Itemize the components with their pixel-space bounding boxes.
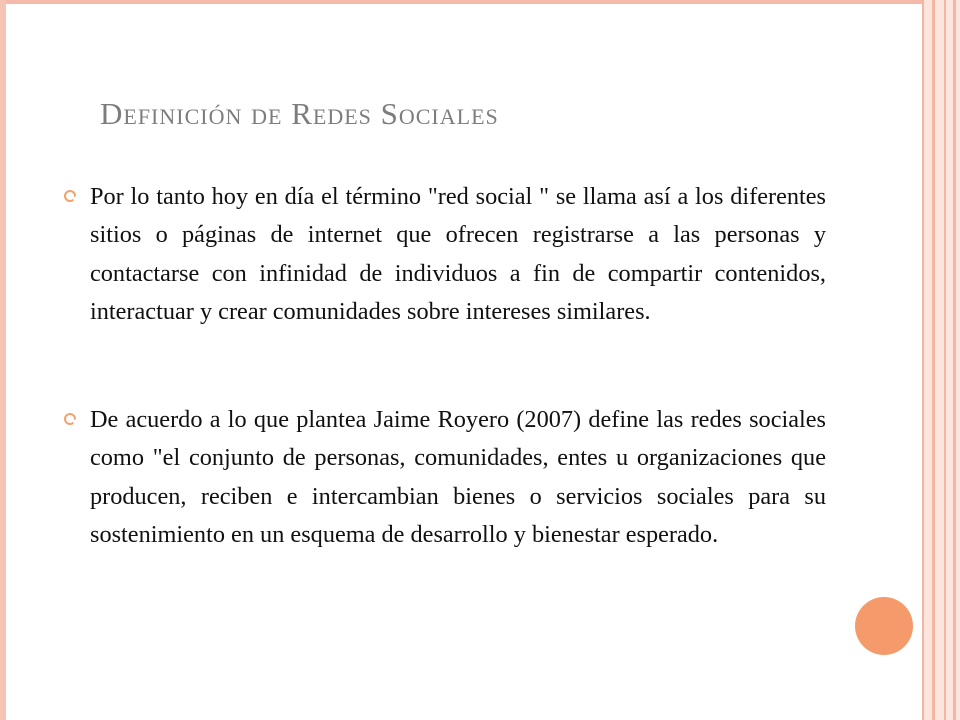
top-border — [0, 0, 960, 4]
right-band-stripe — [953, 0, 956, 720]
bullet-item — [64, 401, 826, 554]
bullet-list — [64, 178, 826, 554]
accent-circle — [855, 597, 913, 655]
slide-title: Definición de Redes Sociales — [100, 96, 499, 131]
bullet-text: De acuerdo a lo que plantea Jaime Royero (2007) define las redes sociales como "el conjunto de personas, comunidades, entes u organizaciones que producen, reciben e intercambian bienes o servicios sociales para su sostenimiento en un esquema de desarrollo y bienestar esperado. — [90, 406, 826, 549]
right-band-stripe — [932, 0, 935, 720]
bullet-circle-icon — [64, 413, 76, 425]
right-band-stripe — [944, 0, 946, 720]
bullet-item — [64, 178, 826, 331]
left-border — [0, 0, 6, 720]
right-band-stripe — [922, 0, 924, 720]
bullet-circle-icon — [64, 190, 76, 202]
bullet-text: Por lo tanto hoy en día el término "red social " se llama así a los diferentes sitios o páginas de internet que ofrecen registrarse a las personas y contactarse con infinidad de individuos a fin de compartir contenidos, interactuar y crear comunidades sobre intereses similares. — [90, 183, 826, 325]
